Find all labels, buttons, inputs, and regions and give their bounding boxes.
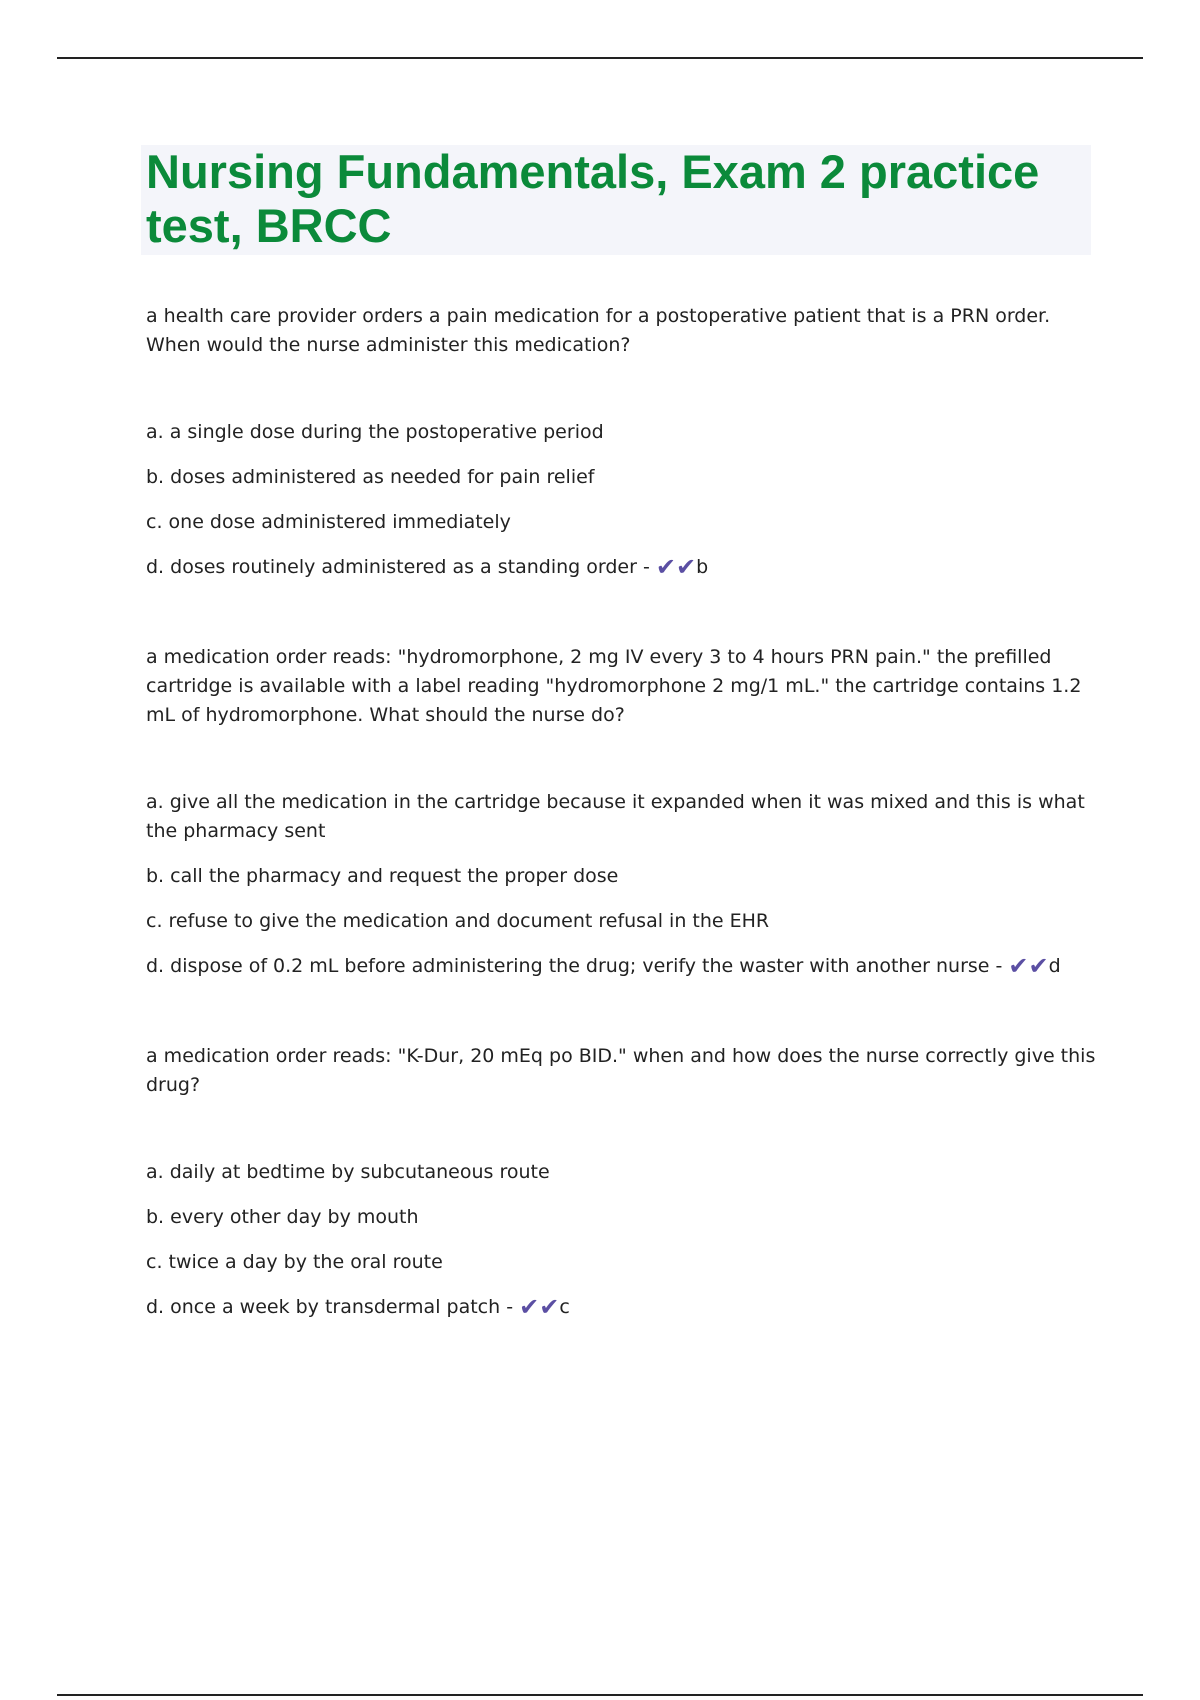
check-mark-icon: ✔✔ <box>655 553 697 581</box>
answer-option: a. daily at bedtime by subcutaneous route <box>146 1161 550 1183</box>
check-mark-icon: ✔✔ <box>519 1293 560 1321</box>
correct-answer: b <box>696 556 709 578</box>
correct-answer: c <box>559 1296 570 1318</box>
answer-option: b. call the pharmacy and request the proper dose <box>146 865 619 887</box>
answer-option-with-answer <box>146 553 1096 582</box>
page-title: Nursing Fundamentals, Exam 2 practice test, BRCC <box>146 145 1040 252</box>
answer-option: c. one dose administered immediately <box>146 511 511 533</box>
document-body <box>146 302 1096 1383</box>
answer-option-text: d. once a week by transdermal patch - <box>146 1296 514 1318</box>
answer-option-text: d. dispose of 0.2 mL before administering the drug; verify the waster with another nurse - <box>146 955 1003 977</box>
question-prompt: a medication order reads: "hydromorphone, 2 mg IV every 3 to 4 hours PRN pain." the prefilled cartridge is available with a label reading "hydromorphone 2 mg/1 mL." the cartridge contains 1.2 mL of hydromorphone. What should the nurse do? <box>146 646 1082 726</box>
check-mark-icon: ✔✔ <box>1008 952 1049 980</box>
question-prompt: a medication order reads: "K-Dur, 20 mEq po BID." when and how does the nurse correctly give this drug? <box>146 1045 1096 1096</box>
bottom-rule <box>57 1694 1143 1696</box>
answer-option-with-answer <box>146 952 1096 981</box>
answer-option: a. give all the medication in the cartridge because it expanded when it was mixed and this is what the pharmacy sent <box>146 791 1085 842</box>
question-prompt: a health care provider orders a pain medication for a postoperative patient that is a PRN order. When would the nurse administer this medication? <box>146 305 1051 356</box>
answer-option-text: d. doses routinely administered as a standing order - <box>146 556 650 578</box>
answer-option: b. every other day by mouth <box>146 1206 419 1228</box>
answer-option: c. twice a day by the oral route <box>146 1251 443 1273</box>
correct-answer: d <box>1048 955 1061 977</box>
answer-option-with-answer <box>146 1293 1096 1322</box>
answer-option: c. refuse to give the medication and document refusal in the EHR <box>146 910 770 932</box>
answer-option: b. doses administered as needed for pain relief <box>146 466 595 488</box>
answer-option: a. a single dose during the postoperative period <box>146 421 604 443</box>
top-rule <box>57 57 1143 59</box>
